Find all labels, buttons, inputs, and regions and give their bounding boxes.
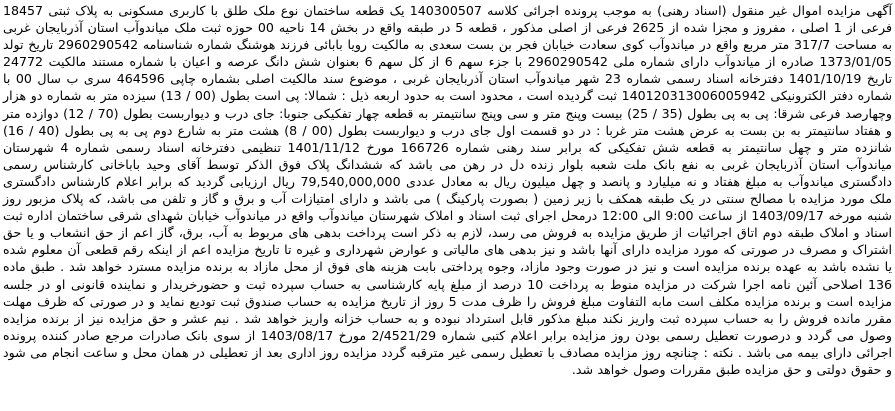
auction-notice-text: آگهی مزایده اموال غیر منقول (اسناد رهنی) به موجب پرونده اجرائی کلاسه 140300507 یک قطعه ساختمان نوع ملک طلق با کاربری مسکونی به پلاک ثبتی 18457 فرعی از 1 اصلی ، مفروز و مجزا شده از 2625 فرعی از اصلی مذکور ، قطعه 5 در طبقه واقع در بخش 14 ناحیه 00 حوزه ثبت ملک میاندوآب استان آذربایجان غربی به مساحت 317/7 متر مربع واقع در میاندوآب کوی سعادت خیابان فجر بن بست سعدی به مالکیت رویا بابائی فرزند هوشنگ شماره شناسنامه 2960290542 تاریخ تولد 1373/01/05 صادره از میاندوآب دارای شماره ملی 2960290542 با جزء سهم 6 از کل سهم 6 بعنوان شش دانگ عرصه و اعیان با شماره مستند مالکیت 24772 تاریخ 1401/10/19 دفترخانه اسناد رسمی شماره 23 شهر میاندوآب استان آذربایجان غربی ، موضوع سند مالکیت اصلی بشماره چاپی 464596 سری ب سال 00 با شماره دفتر الکترونیکی 140120313006005942 ثبت گردیده است ، محدود است به حدود اربعه ذیل : شمالا: پی است بطول (00 / 13) سیزده متر به شماره دو هزار وچهارصد فرعی شرقا: پی به پی بطول (35 / 25) بیست وپنج متر و سی وپنج سانتیمتر به قطعه چهار تفکیکی جنوبا: جای درب و دیواربست بطول (70 / 12) دوازده متر و هفتاد سانتیمتر به بن بست به عرض هشت متر غربا : در دو قسمت اول جای درب و دیواربست بطول (00 / 8) هشت متر به شارع دوم پی به پی بطول (40 / 16) شانزده متر و چهل سانتیمتر به قطعه شش تفکیکی که برابر سند رهنی شماره 166726 مورخ 1401/11/12 تنظیمی دفترخانه اسناد رسمی شماره 4 شهرستان میاندوآب استان آذربایجان غربی به نفع بانک ملت شعبه بلوار زنده دل در رهن می باشد که ششدانگ پلاک فوق الذکر توسط آقای وحید باباخانی کارشناس رسمی دادگستری میاندوآب به مبلغ هفتاد و نه میلیارد و پانصد و چهل میلیون ریال به معادل عددی 79,540,000,000 ریال ارزیابی گردید که برابر اعلام کارشناس دادگستری ملک مورد مزایده با مصالح سنتی در یک طبقه همکف با زیر زمین ( بصورت پارکینگ ) می باشد و دارای امتیازات آب و برق و گاز و تلفن می باشد، که پلاک مزبور روز شنبه مورخه 1403/09/17 از ساعت 9:00 الی 12:00 درمحل اجرای ثبت اسناد و املاک شهرستان میاندوآب واقع در میاندوآب خیابان شهدای شرقی ساختمان اداره ثبت اسناد و املاک طبقه دوم اتاق اجرائیات از طریق مزایده به فروش می رسد، لازم به ذکر است پرداخت بدهی های مربوط به آب، برق، گاز اعم از حق انشعاب و یا حق اشتراک و مصرف در صورتی که مورد مزایده دارای آنها باشد و نیز بدهی های مالیاتی و عوارض شهرداری و غیره تا تاریخ مزایده اعم از اینکه رقم قطعی آن معلوم شده یا نشده باشد به عهده برنده مزایده است و نیز در صورت وجود مازاد، وجوه پرداختی بابت هزینه های فوق از محل مازاد به برنده مزایده مسترد خواهد شد . طبق ماده 136 اصلاحی آئین نامه اجرا شرکت در مزایده منوط به پرداخت 10 درصد از مبلغ پایه کارشناسی به حساب سپرده ثبت و حضورخریدار و نماینده قانونی او در جلسه مزایده است و برنده مزایده مکلف است مابه التفاوت مبلغ فروش را ظرف مدت 5 روز از تاریخ مزایده به حساب صندوق ثبت تودیع نماید و در صورتی که ظرف مهلت مقرر مانده فروش را به حساب سپرده ثبت واریز نکند مبلغ مذکور قابل استرداد نبوده و به حساب خزانه واریز خواهد شد . نیم عشر و حق مزایده نیز از برنده مزایده وصول می گردد و درصورت تعطیل رسمی بودن روز مزایده برابر اعلام کتبی شماره 2/4521/29 مورخ 1403/08/17 از سوی بانک صادرات مرجع صادر کننده پرونده اجرائی دارای بیمه می باشد . نکته : چنانچه روز مزایده مصادف با تعطیل رسمی غیر مترقبه گردد مزایده روز اداری بعد از تعطیلی در همان محل و ساعت انجام می شود و حقوق دولتی و حق مزایده طبق مقررات وصول خواهد شد. <box>3 3 893 377</box>
